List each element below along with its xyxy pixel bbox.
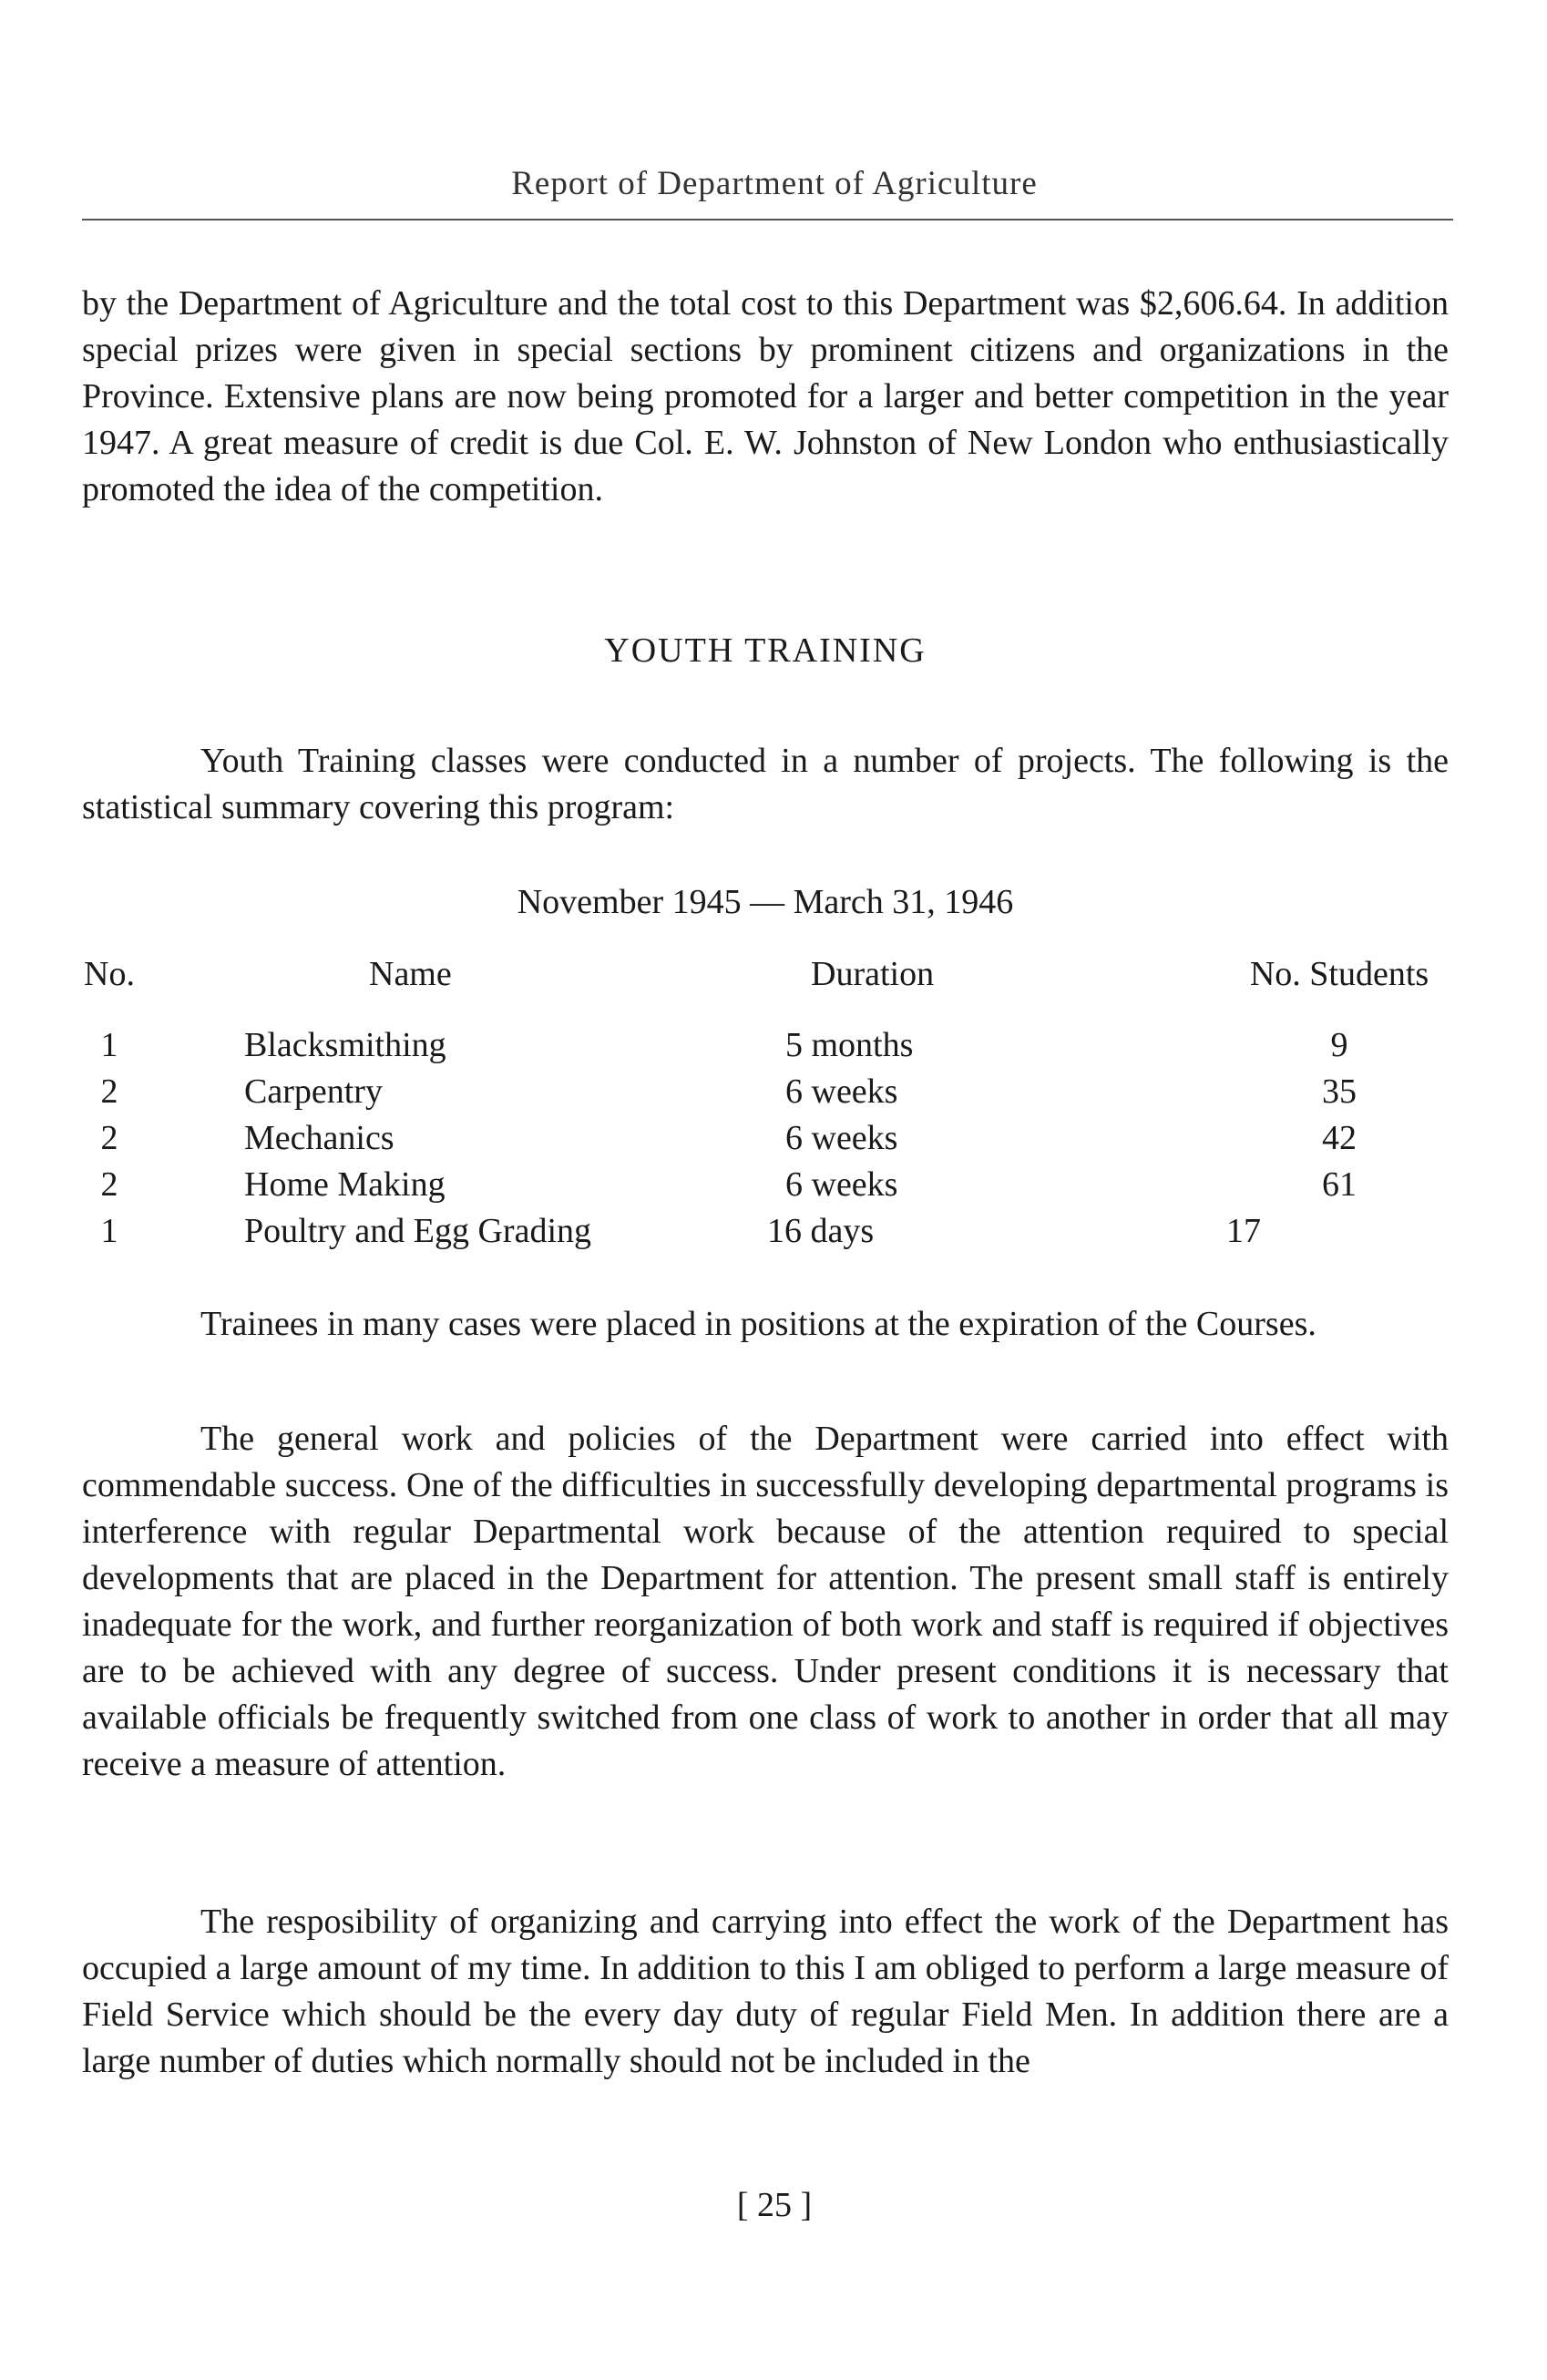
page-number: [ 25 ] (736, 2186, 813, 2224)
running-head: Report of Department of Agriculture (511, 165, 1038, 202)
table-header-no: No. (84, 955, 135, 993)
paragraph-trainees: Trainees in many cases were placed in positions at the expiration of the Courses. (200, 1305, 1316, 1343)
table-cell-students: 35 (1322, 1072, 1357, 1111)
table-cell-students: 42 (1322, 1119, 1357, 1157)
table-cell-no: 1 (100, 1026, 118, 1064)
table-cell-name: Poultry and Egg Grading (244, 1212, 592, 1250)
table-cell-name: Home Making (244, 1165, 446, 1204)
table-cell-name: Carpentry (244, 1072, 383, 1111)
table-header-duration: Duration (811, 955, 935, 993)
section-title: YOUTH TRAINING (604, 631, 927, 670)
table-cell-no: 2 (100, 1072, 118, 1111)
table-cell-no: 2 (100, 1165, 118, 1204)
table-caption: November 1945 — March 31, 1946 (517, 883, 1014, 921)
paragraph-general-work: The general work and policies of the Department were carried into effect with commendable success. One of the difficulties in successfully developing departmental programs is interference with regular Departmental work because of the attention required to special developments that are placed in the Department for attention. The present small staff is entirely inadequate for the work, and further reorganization of both work and staff is required if objectives are to be achieved with any degree of success. Under present conditions it is necessary that available officials be frequently switched from one class of work to another in order that all may receive a measure of attention. (82, 1420, 1449, 1783)
header-rule (82, 219, 1453, 221)
table-cell-students: 61 (1322, 1165, 1357, 1204)
table-header-name: Name (369, 955, 452, 993)
table-cell-students: 9 (1330, 1026, 1348, 1064)
paragraph-youth-training-intro: Youth Training classes were conducted in a number of projects. The following is the statistical summary covering this program: (82, 742, 1449, 826)
table-cell-duration: 6 weeks (785, 1165, 898, 1204)
table-cell-name: Blacksmithing (244, 1026, 446, 1064)
paragraph-responsibility: The resposibility of organizing and carrying into effect the work of the Department has occupied a large amount of my time. In addition to this I am obliged to perform a large measure of Field Service which should be the every day duty of regular Field Men. In addition there are a large number of duties which normally should not be included in the (82, 1903, 1449, 2080)
paragraph-competition: by the Department of Agriculture and the total cost to this Department was $2,606.64. In addition special prizes were given in special sections by prominent citizens and organizations in the Province. Extensive plans are now being promoted for a larger and better competition in the year 1947. A great measure of credit is due Col. E. W. Johnston of New London who enthusiastically promoted the idea of the competition. (82, 284, 1449, 508)
table-cell-no: 2 (100, 1119, 118, 1157)
table-cell-duration: 5 months (785, 1026, 914, 1064)
table-cell-duration: 16 days (767, 1212, 875, 1250)
table-cell-duration: 6 weeks (785, 1072, 898, 1111)
table-cell-students: 17 (1226, 1212, 1261, 1250)
table-cell-no: 1 (100, 1212, 118, 1250)
table-cell-duration: 6 weeks (785, 1119, 898, 1157)
table-cell-name: Mechanics (244, 1119, 394, 1157)
table-header-students: No. Students (1249, 955, 1429, 993)
